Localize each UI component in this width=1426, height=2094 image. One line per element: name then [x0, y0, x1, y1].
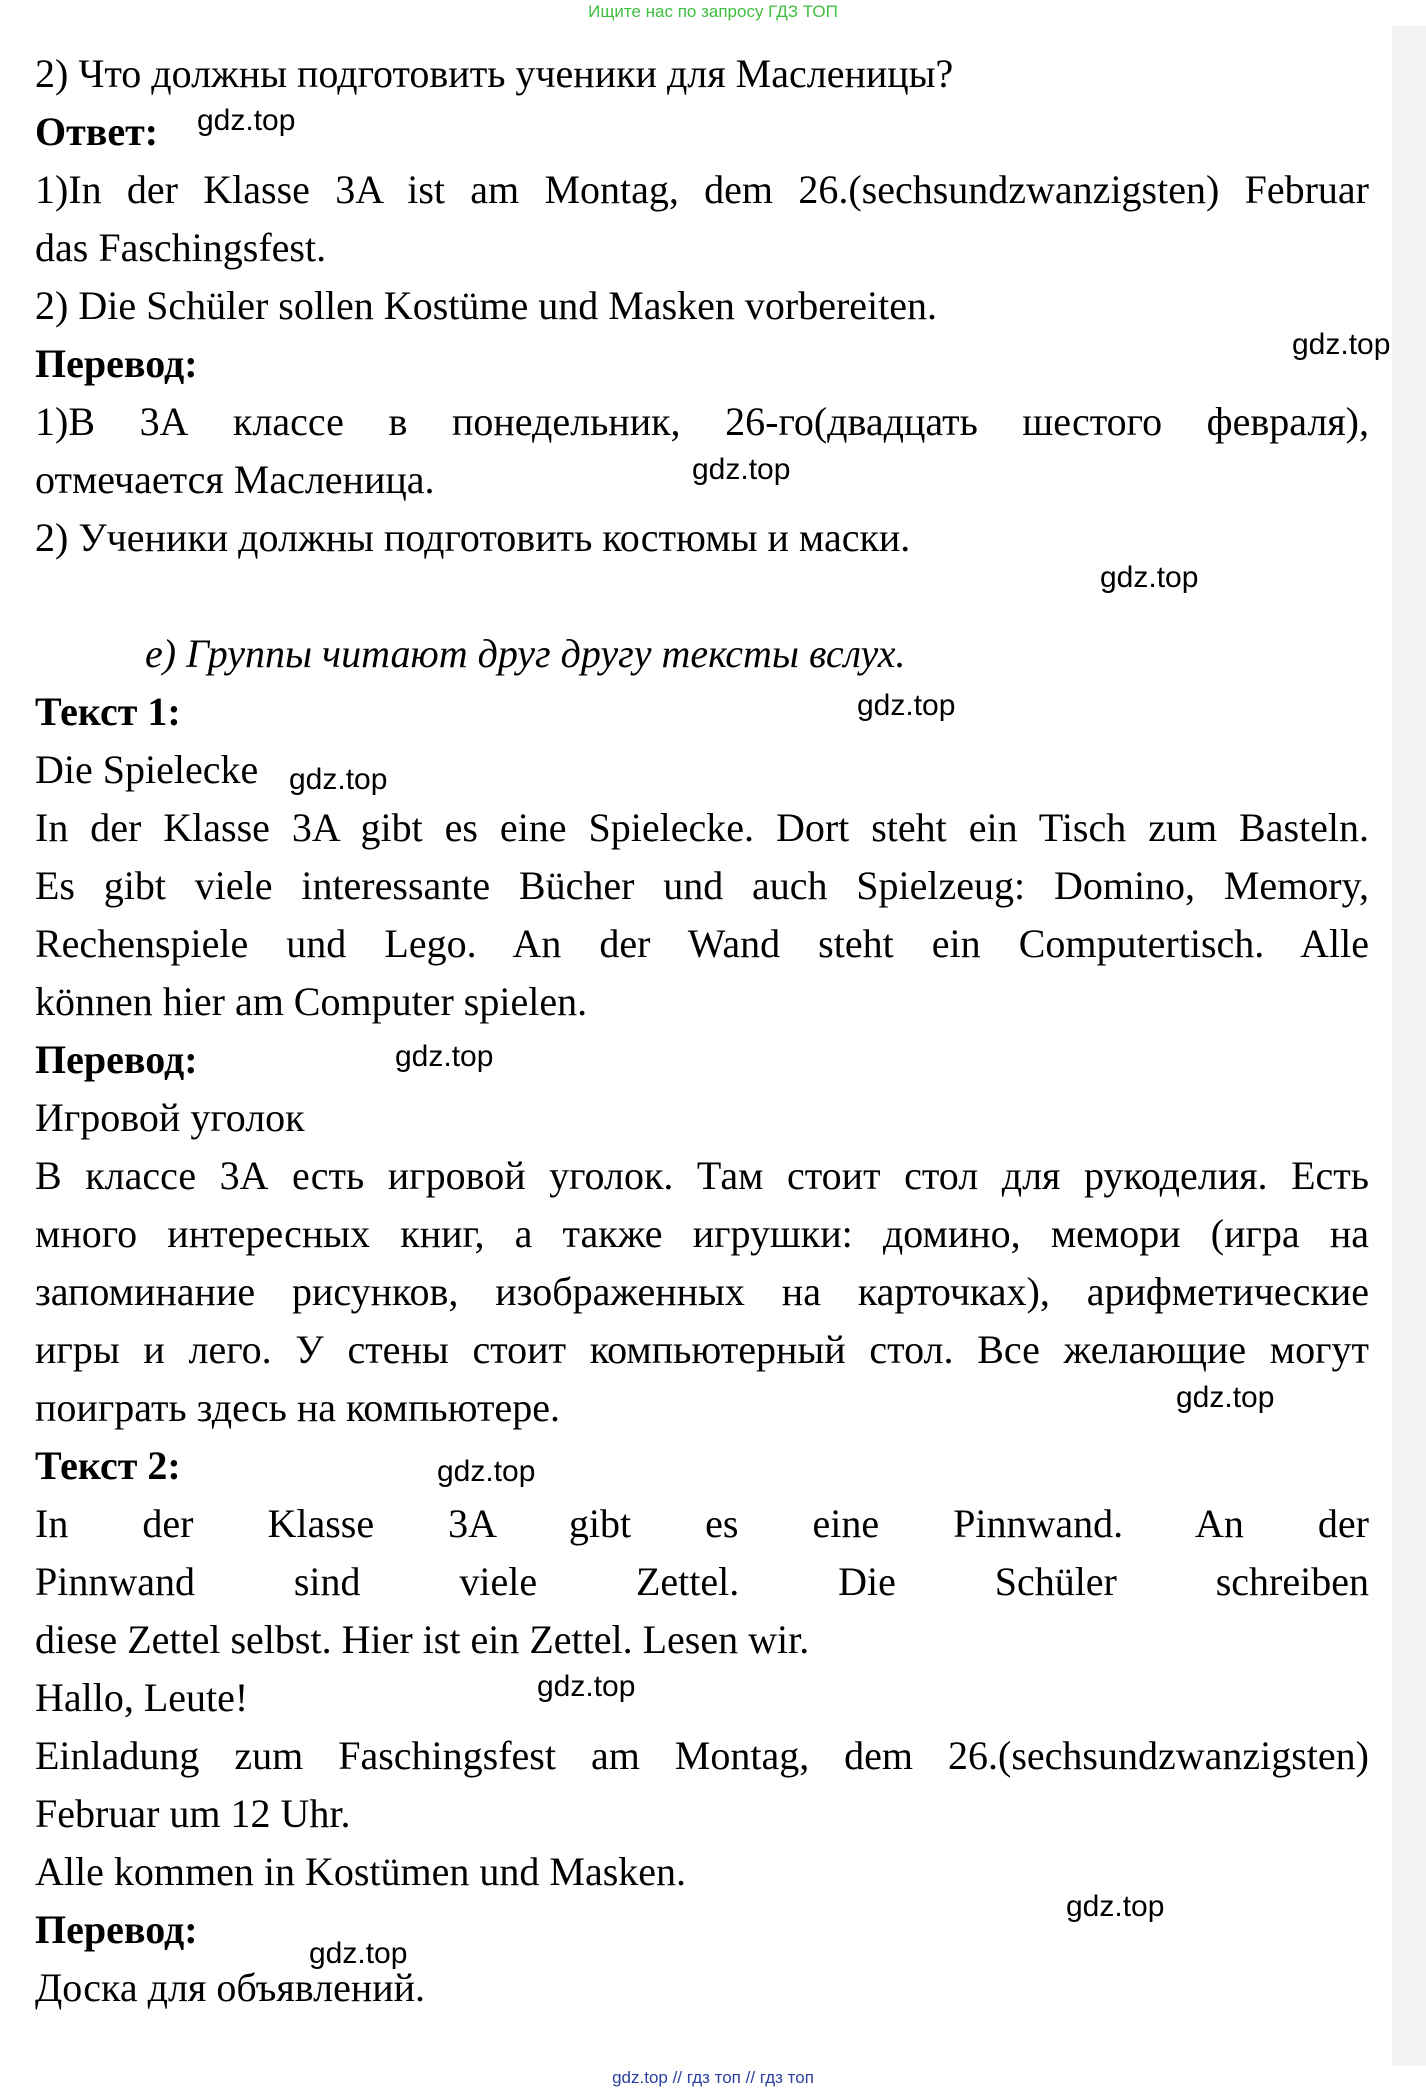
text2-line: Pinnwand sind viele Zettel. Die Schüler schreiben	[35, 1559, 1369, 1604]
bottom-banner[interactable]: gdz.top // гдз топ // гдз топ	[612, 2068, 814, 2087]
text1-line: können hier am Computer spielen.	[35, 979, 588, 1024]
top-banner[interactable]: Ищите нас по запросу ГДЗ ТОП	[588, 2, 838, 21]
answer-heading: Ответ:	[35, 109, 159, 154]
translation3-title: Доска для объявлений.	[35, 1965, 426, 2010]
text1-title: Die Spielecke	[35, 747, 259, 792]
text2-line: In der Klasse 3A gibt es eine Pinnwand. An der	[35, 1501, 1369, 1546]
answer-line-3: 2) Die Schüler sollen Kostüme und Masken vorbereiten.	[35, 283, 938, 328]
text2-line: Einladung zum Faschingsfest am Montag, dem 26.(sechsundzwanzigsten)	[35, 1733, 1369, 1778]
translation1-line-1: 1)В 3А классе в понедельник, 26-го(двадцать шестого февраля),	[35, 399, 1369, 444]
watermark: gdz.top	[692, 453, 791, 486]
text2-heading: Текст 2:	[35, 1443, 181, 1488]
text2-line: Hallo, Leute!	[35, 1675, 249, 1720]
watermark: gdz.top	[395, 1040, 494, 1073]
answer-line-2: das Faschingsfest.	[35, 225, 327, 270]
translation1-line-2: отмечается Масленица.	[35, 457, 435, 502]
translation-heading-1: Перевод:	[35, 341, 198, 386]
watermark: gdz.top	[1176, 1381, 1275, 1414]
translation2-line: запоминание рисунков, изображенных на карточках), арифметические	[35, 1269, 1369, 1314]
watermark: gdz.top	[1292, 328, 1391, 361]
text1-line: Es gibt viele interessante Bücher und auch Spielzeug: Domino, Memory,	[35, 863, 1369, 908]
translation2-title: Игровой уголок	[35, 1095, 305, 1140]
translation2-line: много интересных книг, а также игрушки: домино, мемори (игра на	[35, 1211, 1369, 1256]
watermark: gdz.top	[437, 1455, 536, 1488]
translation2-line: игры и лего. У стены стоит компьютерный стол. Все желающие могут	[35, 1327, 1369, 1372]
watermark: gdz.top	[1100, 561, 1199, 594]
translation2-line: поиграть здесь на компьютере.	[35, 1385, 560, 1430]
watermark: gdz.top	[309, 1937, 408, 1970]
watermark: gdz.top	[857, 689, 956, 722]
text2-line: diese Zettel selbst. Hier ist ein Zettel. Lesen wir.	[35, 1617, 810, 1662]
text1-line: In der Klasse 3A gibt es eine Spielecke. Dort steht ein Tisch zum Basteln.	[35, 805, 1369, 850]
translation1-line-3: 2) Ученики должны подготовить костюмы и маски.	[35, 515, 911, 560]
scrollbar-track[interactable]	[1392, 26, 1426, 2066]
task-e-instruction: е) Группы читают друг другу тексты вслух.	[145, 631, 906, 676]
watermark: gdz.top	[1066, 1890, 1165, 1923]
text1-heading: Текст 1:	[35, 689, 181, 734]
translation2-line: В классе 3А есть игровой уголок. Там стоит стол для рукоделия. Есть	[35, 1153, 1369, 1198]
text2-line: Alle kommen in Kostümen und Masken.	[35, 1849, 687, 1894]
translation-heading-3: Перевод:	[35, 1907, 198, 1952]
watermark: gdz.top	[289, 763, 388, 796]
text1-line: Rechenspiele und Lego. An der Wand steht ein Computertisch. Alle	[35, 921, 1369, 966]
translation-heading-2: Перевод:	[35, 1037, 198, 1082]
watermark: gdz.top	[197, 104, 296, 137]
answer-line-1: 1)In der Klasse 3A ist am Montag, dem 26.(sechsundzwanzigsten) Februar	[35, 167, 1369, 212]
question-2: 2) Что должны подготовить ученики для Масленицы?	[35, 51, 954, 96]
watermark: gdz.top	[537, 1670, 636, 1703]
text2-line: Februar um 12 Uhr.	[35, 1791, 351, 1836]
